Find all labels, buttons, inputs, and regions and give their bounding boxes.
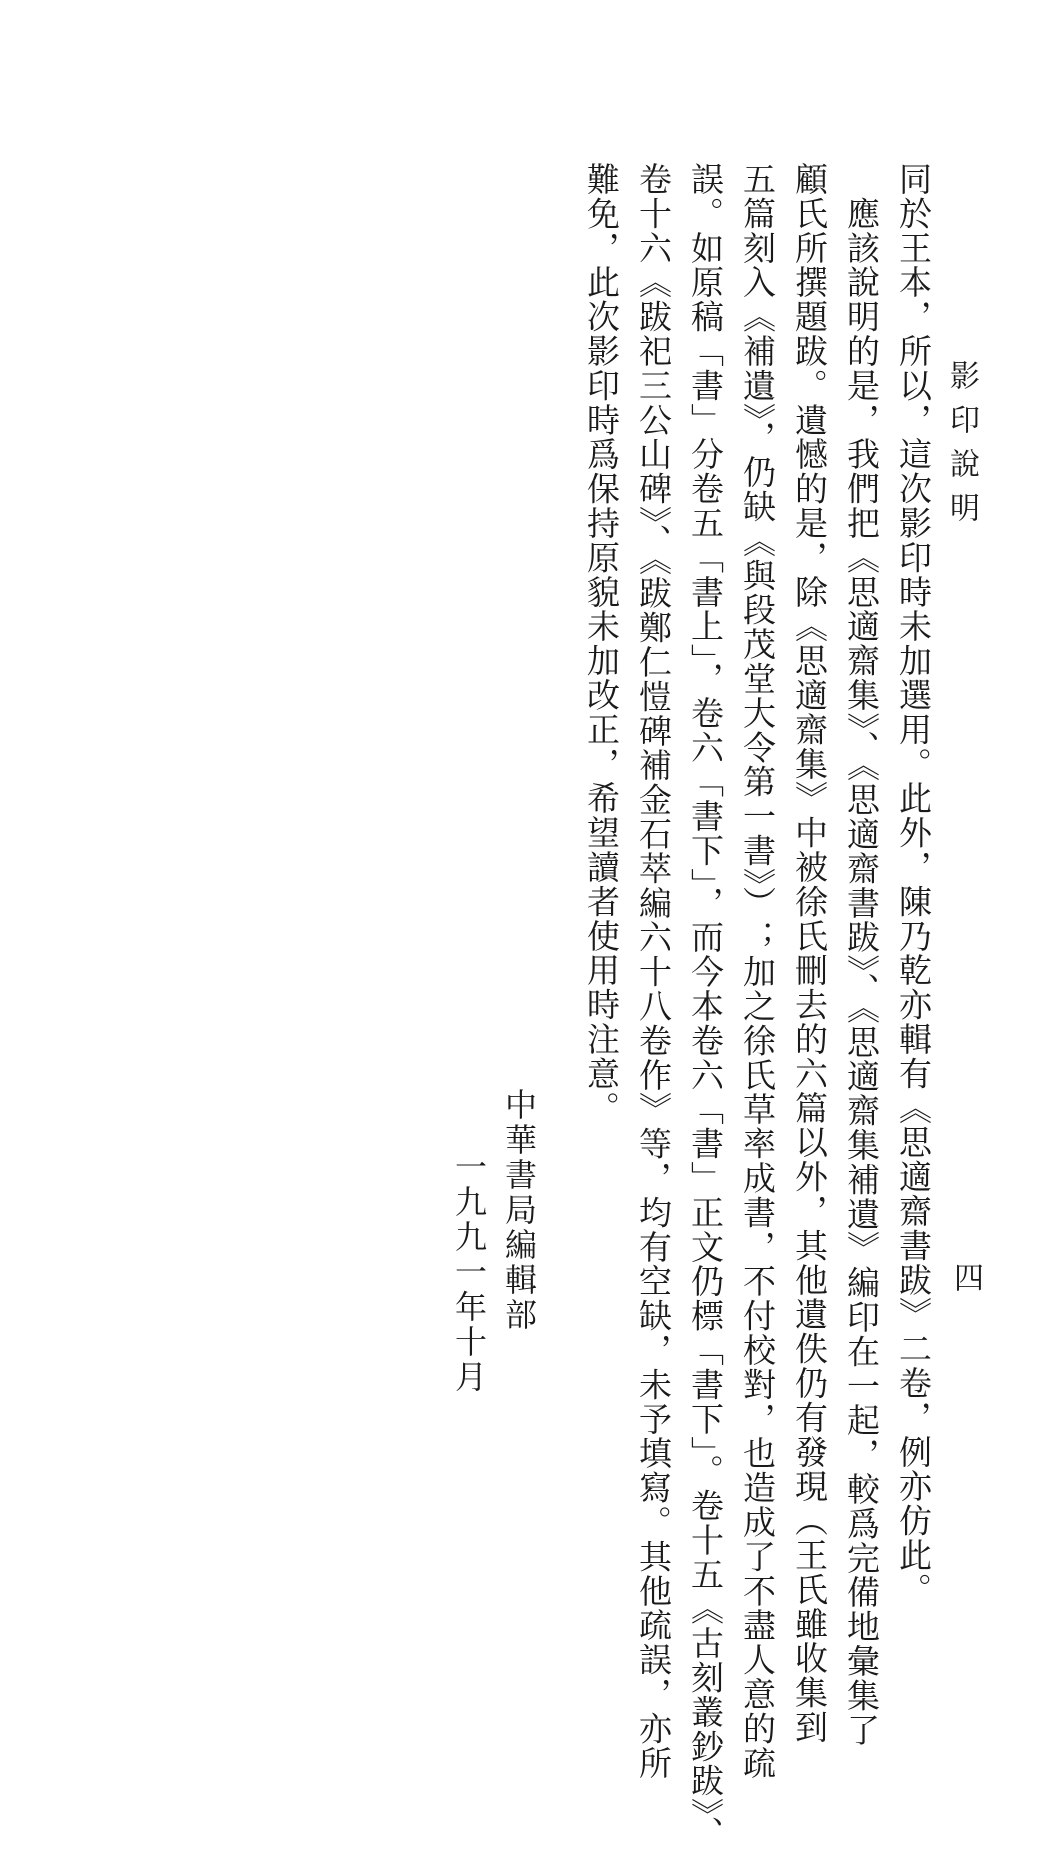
body-line-7: 難免，此次影印時爲保持原貌未加改正，希望讀者使用時注意。	[582, 162, 621, 1126]
running-title: 影印說明	[944, 360, 979, 536]
body-line-3: 顧氏所撰題跋。遺憾的是，除《思適齋集》中被徐氏刪去的六篇以外，其他遺佚仍有發現（王氏雖收集到	[790, 162, 829, 1745]
body-line-4: 五篇刻入《補遺》，仍缺《與段茂堂大令第一書》）；加之徐氏草率成書，不付校對，也造成了不盡人意的疏	[738, 162, 777, 1781]
signature-date: 一九九一年十月	[450, 1150, 488, 1395]
body-line-2: 應該說明的是，我們把《思適齋集》、《思適齋書跋》、《思適齋集補遺》編印在一起，較爲完備地彙集了	[842, 162, 881, 1748]
body-line-5: 誤。如原稿「書」分卷五「書上」，卷六「書下」，而今本卷六「書」正文仍標「書下」。卷十五《古刻叢鈔跋》、	[686, 162, 725, 1850]
page-number: 四	[948, 1262, 983, 1292]
signature-organization: 中華書局編輯部	[500, 1088, 538, 1333]
body-line-1: 同於王本，所以，這次影印時未加選用。此外，陳乃乾亦輯有《思適齋書跋》二卷，例亦仿此。	[894, 162, 933, 1607]
body-line-6: 卷十六《跋祀三公山碑》、《跋鄭仁愷碑補金石萃編六十八卷作》等，均有空缺，未予填寫。其他疏誤，亦所	[634, 162, 673, 1781]
